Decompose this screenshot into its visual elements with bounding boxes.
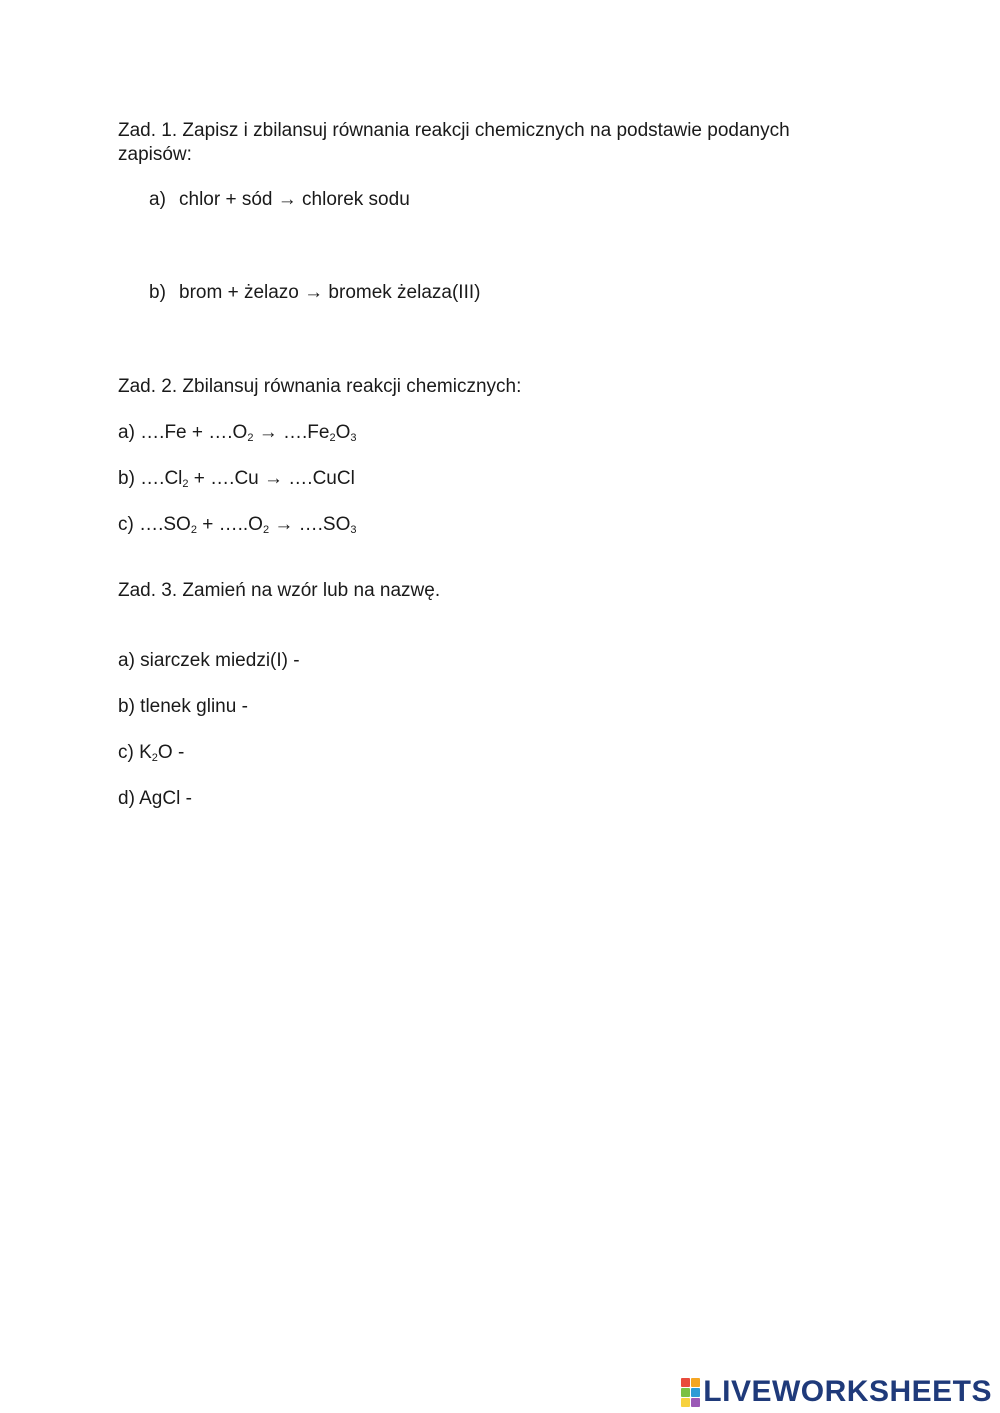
item-label: b) (149, 282, 166, 303)
logo-mark-icon (681, 1378, 700, 1407)
logo-square (681, 1388, 690, 1397)
zad1-title-line2: zapisów: (118, 144, 192, 165)
logo-square (691, 1398, 700, 1407)
liveworksheets-logo (681, 1377, 992, 1407)
logo-square (691, 1378, 700, 1387)
item-text: brom + żelazo → bromek żelaza(III) (179, 282, 481, 303)
zad3-item-d: d) AgCl - (118, 788, 192, 809)
zad3-item-a: a) siarczek miedzi(I) - (118, 650, 300, 671)
zad3-title: Zad. 3. Zamień na wzór lub na nazwę. (118, 580, 441, 601)
zad3-item-c: c) $K_2O$ - (118, 742, 185, 764)
zad1-item-a (149, 188, 410, 212)
zad2-equation-c: c) $\dots.SO_2$ + $\dots..O_2$ → $\dots.SO_3$ (118, 514, 357, 536)
logo-square (681, 1398, 690, 1407)
zad1-item-b (149, 281, 480, 305)
item-text: chlor + sód → chlorek sodu (179, 189, 410, 210)
logo-text: LIVEWORKSHEETS (703, 1375, 992, 1408)
item-label: a) (149, 189, 166, 210)
zad2-equation-b: b) $\dots.Cl_2$ + ….Cu → ….CuCl (118, 468, 355, 490)
zad3-item-b: b) tlenek glinu - (118, 696, 248, 717)
logo-square (691, 1388, 700, 1397)
logo-square (681, 1378, 690, 1387)
zad2-equation-a: a) ….Fe + $\dots.O_2$ → $\dots.Fe_2O_3$ (118, 422, 357, 444)
zad1-title-line1: Zad. 1. Zapisz i zbilansuj równania reakcji chemicznych na podstawie podanych (118, 120, 790, 141)
zad2-title: Zad. 2. Zbilansuj równania reakcji chemicznych: (118, 376, 522, 397)
